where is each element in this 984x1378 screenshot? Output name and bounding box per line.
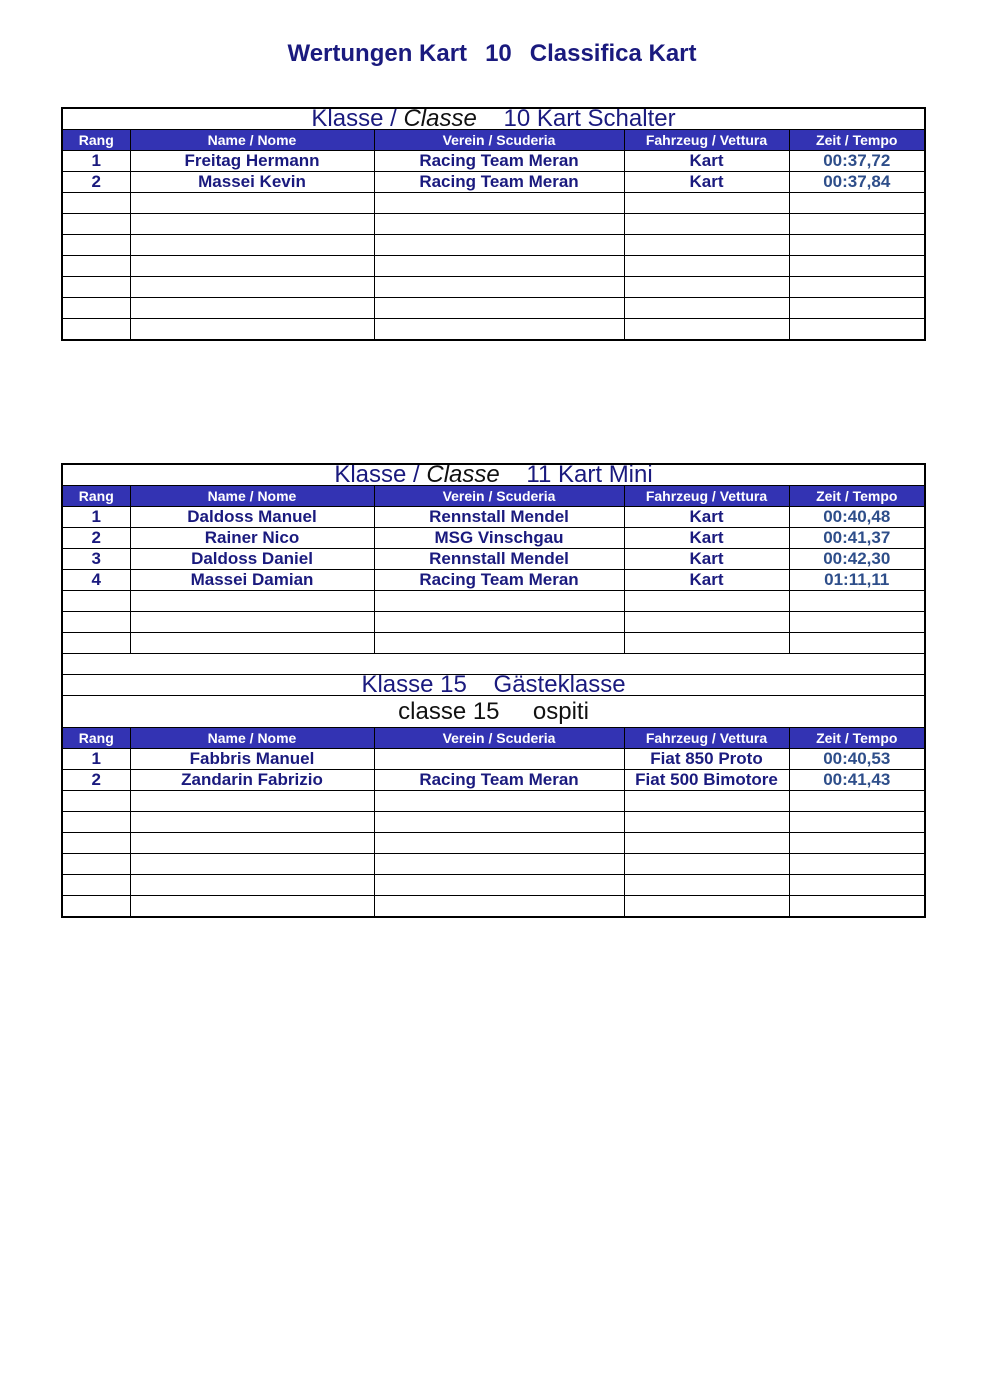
col-header-time: Zeit / Tempo — [789, 130, 925, 151]
name-cell: Massei Damian — [130, 570, 374, 591]
class-name: 10 Kart Schalter — [503, 108, 676, 130]
empty-row — [62, 833, 925, 854]
col-header-time: Zeit / Tempo — [789, 728, 925, 749]
vehicle-cell: Fiat 850 Proto — [624, 749, 789, 770]
rank-cell: 1 — [62, 151, 130, 172]
title-part-1: Wertungen Kart — [287, 40, 468, 67]
team-cell: Racing Team Meran — [374, 770, 624, 791]
empty-row — [62, 612, 925, 633]
team-cell: MSG Vinschgau — [374, 528, 624, 549]
table-row — [62, 151, 925, 172]
empty-row — [62, 235, 925, 256]
empty-row — [62, 298, 925, 319]
table-row — [62, 549, 925, 570]
class-label-de: Klasse / — [334, 464, 420, 486]
empty-row — [62, 277, 925, 298]
empty-row — [62, 591, 925, 612]
empty-row — [62, 791, 925, 812]
rank-cell: 1 — [62, 749, 130, 770]
name-cell: Fabbris Manuel — [130, 749, 374, 770]
team-cell: Racing Team Meran — [374, 172, 624, 193]
vehicle-cell: Kart — [624, 549, 789, 570]
class-label-de: Klasse / — [311, 108, 397, 130]
class-heading-it — [62, 696, 925, 728]
table-row — [62, 507, 925, 528]
blank-spacer-row — [62, 654, 925, 675]
name-cell: Freitag Hermann — [130, 151, 374, 172]
time-cell: 00:41,43 — [789, 770, 925, 791]
empty-row — [62, 214, 925, 235]
table-row — [62, 570, 925, 591]
class-label-it: classe 15 — [398, 697, 500, 725]
table-row — [62, 770, 925, 791]
team-cell: Rennstall Mendel — [374, 549, 624, 570]
time-cell: 00:42,30 — [789, 549, 925, 570]
col-header-rank: Rang — [62, 728, 130, 749]
time-cell: 00:41,37 — [789, 528, 925, 549]
time-cell: 00:37,84 — [789, 172, 925, 193]
results-table-class-11-15 — [61, 463, 926, 918]
class-name: 11 Kart Mini — [526, 464, 653, 486]
time-cell: 00:37,72 — [789, 151, 925, 172]
empty-row — [62, 812, 925, 833]
rank-cell: 4 — [62, 570, 130, 591]
col-header-name: Name / Nome — [130, 728, 374, 749]
col-header-time: Zeit / Tempo — [789, 486, 925, 507]
page-title — [0, 40, 984, 68]
empty-row — [62, 193, 925, 214]
col-header-vehicle: Fahrzeug / Vettura — [624, 130, 789, 151]
class-label-it: Classe — [403, 108, 477, 130]
time-cell: 00:40,48 — [789, 507, 925, 528]
col-header-name: Name / Nome — [130, 130, 374, 151]
empty-row — [62, 633, 925, 654]
vehicle-cell: Kart — [624, 172, 789, 193]
rank-cell: 2 — [62, 528, 130, 549]
team-cell: Racing Team Meran — [374, 151, 624, 172]
rank-cell: 2 — [62, 172, 130, 193]
col-header-team: Verein / Scuderia — [374, 728, 624, 749]
column-header-row — [62, 728, 925, 749]
vehicle-cell: Kart — [624, 528, 789, 549]
empty-row — [62, 875, 925, 896]
col-header-team: Verein / Scuderia — [374, 486, 624, 507]
col-header-vehicle: Fahrzeug / Vettura — [624, 728, 789, 749]
name-cell: Rainer Nico — [130, 528, 374, 549]
table-row — [62, 172, 925, 193]
col-header-team: Verein / Scuderia — [374, 130, 624, 151]
vehicle-cell: Kart — [624, 570, 789, 591]
title-part-3: Classifica Kart — [529, 40, 697, 67]
col-header-name: Name / Nome — [130, 486, 374, 507]
rank-cell: 3 — [62, 549, 130, 570]
col-header-rank: Rang — [62, 130, 130, 151]
class-heading — [62, 464, 925, 486]
vehicle-cell: Kart — [624, 507, 789, 528]
team-cell: Rennstall Mendel — [374, 507, 624, 528]
name-cell: Daldoss Daniel — [130, 549, 374, 570]
class-heading-de — [62, 675, 925, 696]
name-cell: Zandarin Fabrizio — [130, 770, 374, 791]
empty-row — [62, 256, 925, 277]
vehicle-cell: Fiat 500 Bimotore — [624, 770, 789, 791]
vehicle-cell: Kart — [624, 151, 789, 172]
empty-row — [62, 319, 925, 341]
table-row — [62, 528, 925, 549]
team-cell: Racing Team Meran — [374, 570, 624, 591]
col-header-vehicle: Fahrzeug / Vettura — [624, 486, 789, 507]
time-cell: 01:11,11 — [789, 570, 925, 591]
class-name-it: ospiti — [532, 697, 589, 725]
class-heading — [62, 108, 925, 130]
class-name-de: Gästeklasse — [493, 674, 626, 696]
class-label-de: Klasse 15 — [361, 674, 467, 696]
results-table-class-10 — [61, 107, 926, 341]
table-row — [62, 749, 925, 770]
rank-cell: 1 — [62, 507, 130, 528]
rank-cell: 2 — [62, 770, 130, 791]
column-header-row — [62, 130, 925, 151]
team-cell — [374, 749, 624, 770]
empty-row — [62, 854, 925, 875]
class-label-it: Classe — [426, 464, 500, 486]
title-part-2: 10 — [485, 40, 512, 67]
time-cell: 00:40,53 — [789, 749, 925, 770]
name-cell: Daldoss Manuel — [130, 507, 374, 528]
column-header-row — [62, 486, 925, 507]
name-cell: Massei Kevin — [130, 172, 374, 193]
col-header-rank: Rang — [62, 486, 130, 507]
empty-row — [62, 896, 925, 918]
